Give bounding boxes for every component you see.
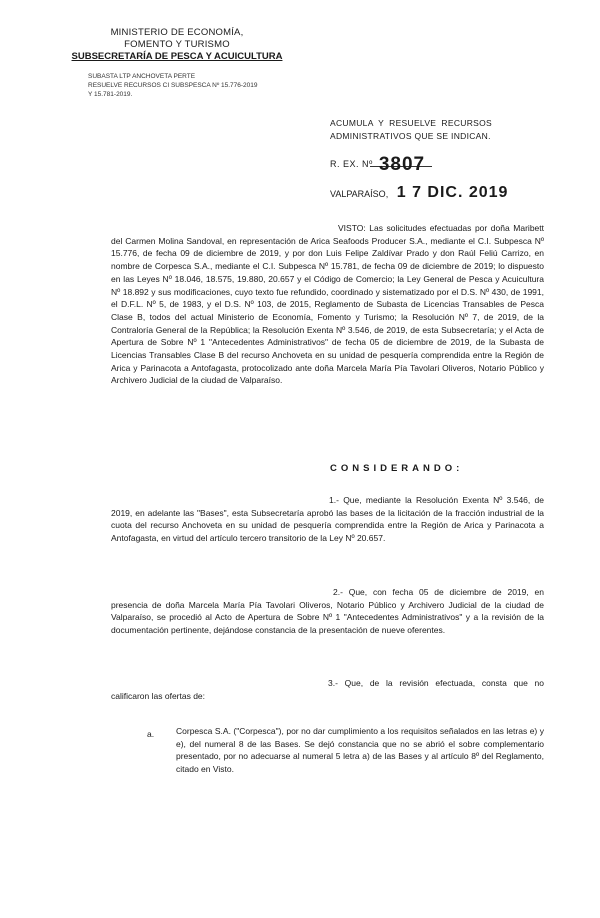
reference-line: SUBASTA LTP ANCHOVETA PERTE [88, 73, 196, 80]
considerando-paragraph-2: 2.- Que, con fecha 05 de diciembre de 2019, en presencia de doña Marcela María Pía Tavolari Oliveros, Notario Público y Archivero Judicial de la ciudad de Valparaíso, se procedió al Acto de Apertura de Sobre Nº 1 "Antecedentes Administrativos" y a la revisión de la documentación pertinente, dejándose constancia de la presentación de nueve oferentes. [111, 587, 544, 636]
reference-block [88, 73, 258, 99]
item-a-text: Corpesca S.A. ("Corpesca"), por no dar cumplimiento a los requisitos señalados en las letras e) y e), del numeral 8 de las Bases. Se dejó constancia que no se abrió el sobre complementario presentado, por no adecuarse al numeral 5 letra a) de las Bases y al artículo 8º del Reglamento, citado en Visto. [176, 726, 544, 775]
considerando-heading: CONSIDERANDO: [330, 463, 464, 474]
considerando-paragraph-3: 3.- Que, de la revisión efectuada, consta que no calificaron las ofertas de: [111, 678, 544, 701]
considerando-paragraph-1: 1.- Que, mediante la Resolución Exenta Nº 3.546, de 2019, en adelante las "Bases", esta Subsecretaría aprobó las bases de la licitación de la fracción industrial de la cuota del recurso Anchoveta en su unidad de pesquería comprendida entre la Región de Arica y Parinacota a Antofagasta, en virtud del artículo tercero transitorio de la Ley Nº 20.657. [111, 495, 544, 544]
resolution-number [330, 151, 432, 173]
rex-label: R. EX. Nº [330, 159, 373, 169]
resolution-title: ACUMULA Y RESUELVE RECURSOS ADMINISTRATIVOS QUE SE INDICAN. [330, 118, 492, 141]
reference-line: Y 15.781-2019. [88, 90, 133, 98]
rex-number: 3807 [378, 154, 426, 175]
date-stamp: 1 7 DIC. 2019 [396, 184, 509, 201]
reference-line: RESUELVE RECURSOS CI SUBSPESCA Nº 15.776-2019 [88, 81, 258, 89]
place-date [330, 184, 508, 202]
ministry-name: MINISTERIO DE ECONOMÍA, [110, 27, 244, 38]
ministry-subname: FOMENTO Y TURISMO [124, 39, 230, 50]
ministry-header [62, 27, 292, 63]
item-a-letter: a. [147, 729, 155, 739]
place-label: VALPARAÍSO, [330, 189, 389, 199]
visto-paragraph: VISTO: Las solicitudes efectuadas por doña Maribett del Carmen Molina Sandoval, en representación de Arica Seafoods Producer S.A., mediante el C.I. Subpesca Nº 15.776, de fecha 09 de diciembre de 2019, y por don Luis Felipe Zaldívar Prado y don Raúl Feliú Carrizo, en nombre de Corpesca S.A., mediante el C.I. Subpesca Nº 15.781, de fecha 09 de diciembre de 2019; lo dispuesto en las Leyes Nº 18.046, 18.575, 19.880, 20.657 y el Código de Comercio; la Ley General de Pesca y Acuicultura Nº 18.892 y sus modificaciones, cuyo texto fue refundido, coordinado y sistematizado por el D.S. Nº 430, de 1991, el D.F.L. Nº 5, de 1983, y el D.S. Nº 103, de 2015, Reglamento de Subasta de Licencias Transables de Pesca Clase B, todos del actual Ministerio de Economía, Fomento y Turismo; la Resolución Nº 7, de 2019, de la Contraloría General de la República; la Resolución Exenta Nº 3.546, de 2019, de esta Subsecretaría; y el Acta de Apertura de Sobre Nº 1 "Antecedentes Administrativos" de fecha 05 de diciembre de 2019, de la Subasta de Licencias Transables Clase B del recurso Anchoveta en su unidad de pesquería comprendida entre la Región de Arica y Parinacota a Antofagasta, protocolizado ante doña Marcela María Pía Tavolari Oliveros, Notario Público y Archivero Judicial de la ciudad de Valparaíso. [111, 223, 544, 386]
subsecretariat-name: SUBSECRETARÍA DE PESCA Y ACUICULTURA [71, 51, 283, 62]
